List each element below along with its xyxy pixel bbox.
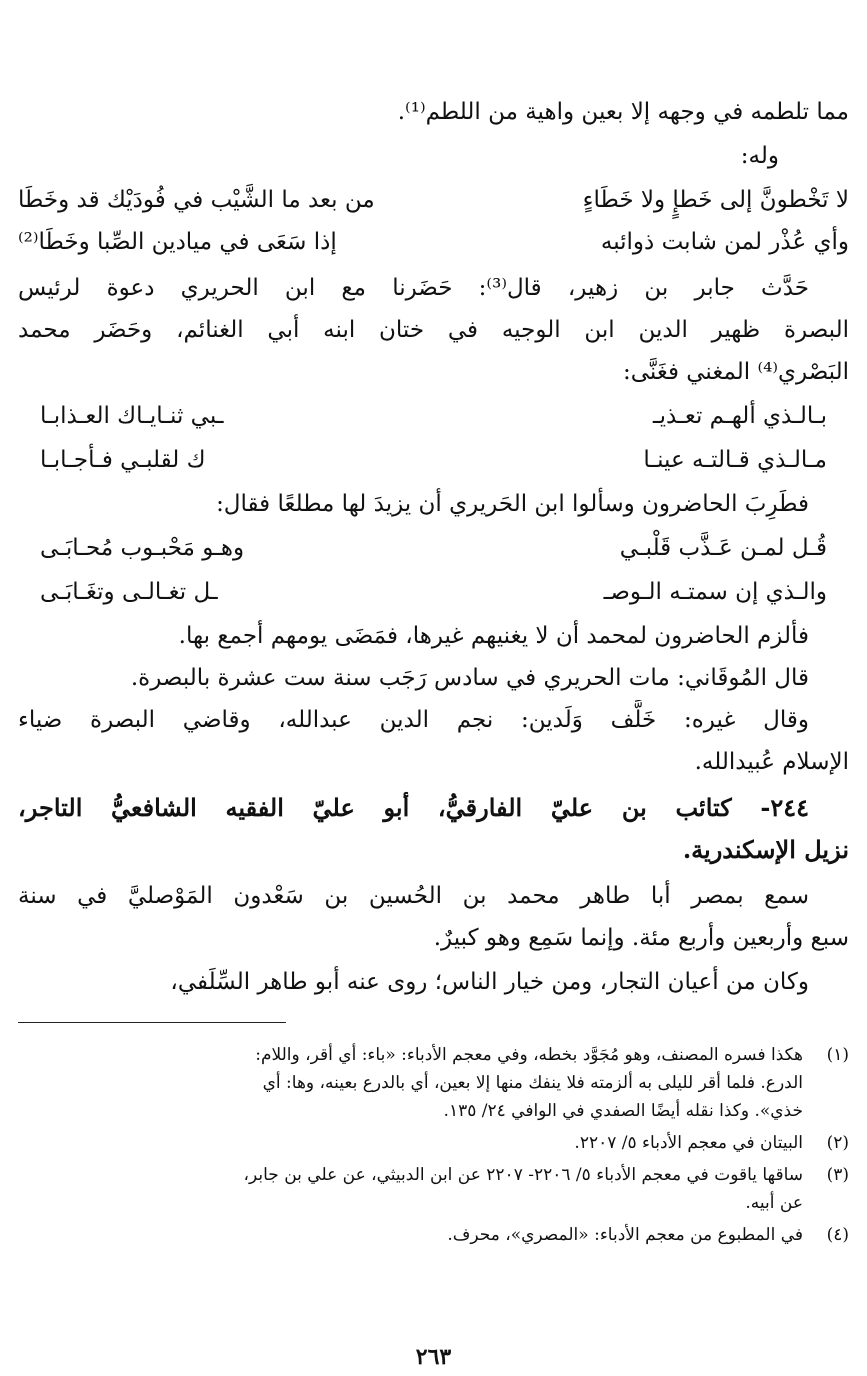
poem1-verse2-hemistich-right: وأي عُذْر لمن شابت ذوائبه (600, 229, 849, 255)
footnote-number: (٤) (826, 1225, 849, 1245)
footnote-text: عن أبيه. (745, 1193, 803, 1213)
footnote-4 (18, 1222, 849, 1249)
footnote-text: في المطبوع من معجم الأدباء: «المصري»، محرف. (447, 1225, 803, 1245)
entry-heading: نزيل الإسكندرية. (682, 835, 849, 864)
poem3-verse2-hemistich-right: والـذي إن سمتـه الـوصـ (603, 579, 827, 605)
poem1-verse1-hemistich-left: من بعد ما الشَّيْب في فُودَيْك قد وخَطَا (18, 187, 375, 213)
poem2-verse2-hemistich-right: مـالـذي قـالتـه عينـا (643, 447, 827, 473)
footnote-number: (٢) (826, 1133, 849, 1153)
paragraph-line: البصرة ظهير الدين ابن الوجيه في ختان ابنه أبي الغنائم، وحَضَر محمد (18, 317, 849, 343)
poem3-verse1-hemistich-right: قُـل لمـن عَـذَّب قَلْبـي (619, 535, 827, 561)
footnote-number: (١) (826, 1045, 849, 1065)
paragraph-line: قال المُوقَاني: مات الحريري في سادس رَجَب سنة ست عشرة بالبصرة. (130, 665, 809, 691)
footnote-text: ساقها ياقوت في معجم الأدباء ٥/ ٢٢٠٦- ٢٢٠٧ عن ابن الدبيثي، عن علي بن جابر، (243, 1165, 803, 1185)
entry-heading: ٢٤٤- كتائب بن عليّ الفارقيُّ، أبو عليّ الفقيه الشافعيُّ التاجر، (18, 793, 809, 822)
footnote-1 (18, 1042, 849, 1069)
poem3-verse1-hemistich-left: وهـو مَحْبـوب مُحـابَـى (40, 535, 245, 561)
paragraph-line: وكان من أعيان التجار، ومن خيار الناس؛ روى عنه أبو طاهر السِّلَفي، (170, 969, 809, 995)
poem1-verse2-hemistich-left: إذا سَعَى في ميادين الصِّبا وخَطَا⁽²⁾ (18, 229, 337, 255)
footnote-3 (18, 1162, 849, 1189)
poem2-verse1-hemistich-left: ـبي ثنـايـاك العـذابـا (40, 403, 224, 429)
paragraph-line: سمع بمصر أبا طاهر محمد بن الحُسين بن سَعْدون المَوْصليَّ في سنة (18, 883, 809, 909)
paragraph-line: فألزم الحاضرون لمحمد أن لا يغنيهم غيرها، فمَضَى يومهم أجمع بها. (178, 623, 809, 649)
poem3-verse2-hemistich-left: ـل تغـالـى وتغَـابَـى (40, 579, 218, 605)
page-number: ٢٦٣ (415, 1344, 452, 1370)
paragraph-line: البَصْري⁽⁴⁾ المغني فغَنَّى: (623, 359, 849, 385)
footnote-text: خذي». وكذا نقله أيضًا الصفدي في الوافي ٢٤/ ١٣٥. (443, 1101, 803, 1121)
footnote-2 (18, 1130, 849, 1157)
footnote-separator (18, 1022, 286, 1023)
text-line: مما تلطمه في وجهه إلا بعين واهية من اللطم⁽¹⁾. (397, 99, 849, 125)
paragraph-line: حَدَّث جابر بن زهير، قال⁽³⁾: حَضَرنا مع ابن الحريري دعوة لرئيس (18, 275, 809, 301)
footnote-text: هكذا فسره المصنف، وهو مُجَوَّد بخطه، وفي معجم الأدباء: «باء: أي أقر، واللام: (255, 1045, 803, 1065)
footnote-text: الدرع. فلما أقر لليلى به ألزمته فلا ينفك منها إلا بعين، أي بالدرع بعينه، وها: أي (262, 1073, 803, 1093)
poem-intro: وله: (740, 143, 779, 169)
paragraph-line: فطَرِبَ الحاضرون وسألوا ابن الحَريري أن يزيدَ لها مطلعًا فقال: (216, 491, 809, 517)
footnote-text: البيتان في معجم الأدباء ٥/ ٢٢٠٧. (574, 1133, 803, 1153)
paragraph-line: الإسلام عُبيدالله. (694, 749, 849, 775)
poem2-verse1-hemistich-right: بـالـذي ألهـم تعـذيـ (652, 403, 827, 429)
paragraph-line: سبع وأربعين وأربع مئة. وإنما سَمِع وهو كبيرٌ. (433, 925, 849, 951)
footnote-number: (٣) (826, 1165, 849, 1185)
paragraph-line: وقال غيره: خَلَّف وَلَدين: نجم الدين عبدالله، وقاضي البصرة ضياء (18, 707, 809, 733)
poem2-verse2-hemistich-left: ك لقلبـي فـأجـابـا (40, 447, 206, 473)
poem1-verse1-hemistich-right: لا تَخْطونَّ إلى خَطإٍ ولا خَطَاءٍ (582, 187, 849, 213)
